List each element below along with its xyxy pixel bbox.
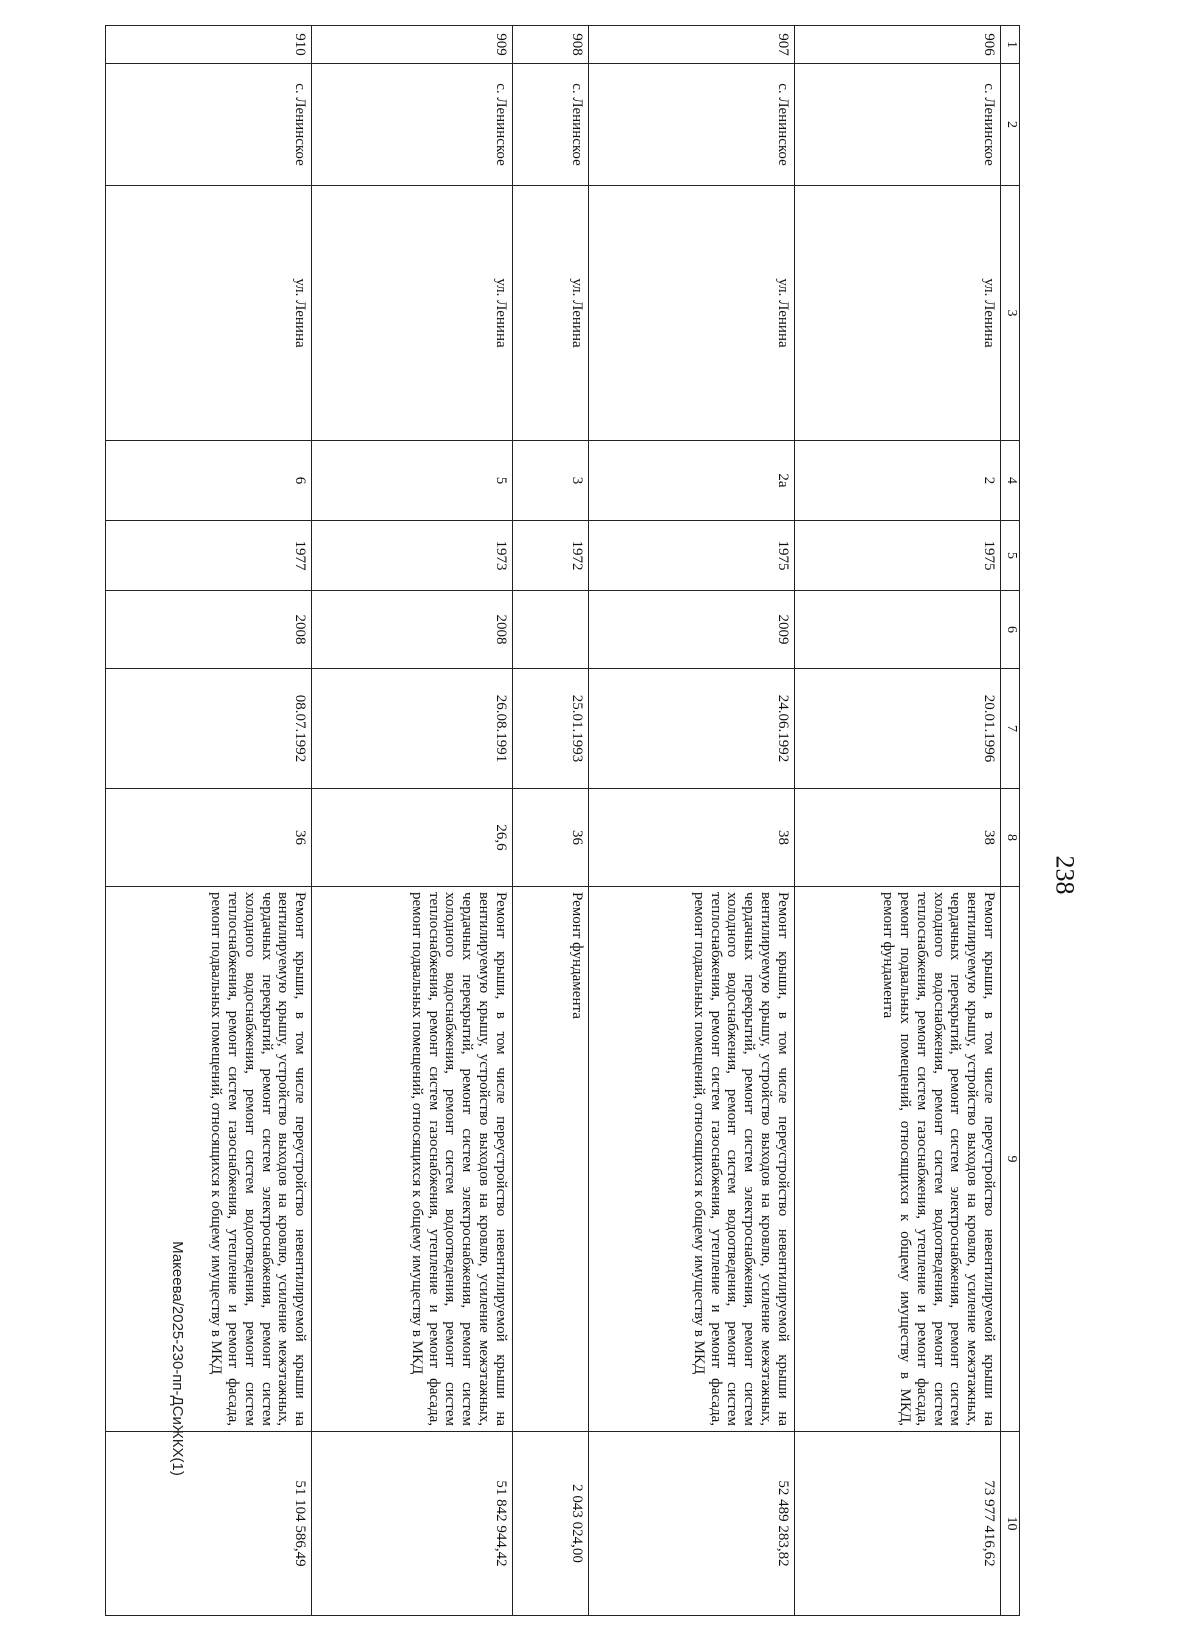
table-row [106, 26, 312, 1616]
date: 24.06.1992 [588, 669, 794, 789]
column-header-3: 3 [1001, 186, 1020, 441]
street: ул. Ленина [312, 186, 513, 441]
row-number: 907 [588, 26, 794, 64]
row-number: 908 [512, 26, 588, 64]
house-number: 6 [106, 441, 312, 521]
column-header-2: 2 [1001, 64, 1020, 186]
year-built: 1975 [794, 521, 1000, 591]
column-header-6: 6 [1001, 591, 1020, 669]
street: ул. Ленина [106, 186, 312, 441]
year-built: 1972 [512, 521, 588, 591]
column-header-5: 5 [1001, 521, 1020, 591]
settlement: с. Ленинское [106, 64, 312, 186]
row-number: 906 [794, 26, 1000, 64]
column-6-value: 2008 [106, 591, 312, 669]
footer-code: Макеева/2025-230-пп-ДСиЖКХ(1) [168, 1241, 186, 1476]
page-number: 238 [1050, 855, 1080, 895]
house-number: 5 [312, 441, 513, 521]
work-description: Ремонт крыши, в том числе переустройство невентилируемой крыши на вентилируемую крышу, устройство выходов на кровлю, усиление межэтажных, чердачных перекрытий, ремонт систем электроснабжения, ремонт систем холодного водоснабжения, ремонт систем водоотведения, ремонт систем теплоснабжения, ремонт систем газоснабжения, утепление и ремонт фасада, ремонт подвальных помещений, относящихся к общему имуществу в МКД, ремонт фундамента [794, 887, 1000, 1432]
column-number-row [1001, 26, 1020, 1616]
column-header-4: 4 [1001, 441, 1020, 521]
column-header-10: 10 [1001, 1432, 1020, 1616]
table-row [588, 26, 794, 1616]
date: 26.08.1991 [312, 669, 513, 789]
street: ул. Ленина [588, 186, 794, 441]
cost: 2 043 024,00 [512, 1432, 588, 1616]
house-number: 2а [588, 441, 794, 521]
column-8-value: 38 [794, 789, 1000, 887]
column-8-value: 38 [588, 789, 794, 887]
house-number: 2 [794, 441, 1000, 521]
row-number: 910 [106, 26, 312, 64]
column-8-value: 36 [512, 789, 588, 887]
house-number: 3 [512, 441, 588, 521]
column-8-value: 26,6 [312, 789, 513, 887]
column-8-value: 36 [106, 789, 312, 887]
settlement: с. Ленинское [312, 64, 513, 186]
cost: 51 104 586,49 [106, 1432, 312, 1616]
capital-repair-table [105, 25, 1020, 1616]
cost: 51 842 944,42 [312, 1432, 513, 1616]
work-description: Ремонт фундамента [512, 887, 588, 1432]
date: 20.01.1996 [794, 669, 1000, 789]
settlement: с. Ленинское [512, 64, 588, 186]
date: 25.01.1993 [512, 669, 588, 789]
settlement: с. Ленинское [794, 64, 1000, 186]
table-row [794, 26, 1000, 1616]
year-built: 1975 [588, 521, 794, 591]
column-6-value: 2009 [588, 591, 794, 669]
work-description: Ремонт крыши, в том числе переустройство невентилируемой крыши на вентилируемую крышу, устройство выходов на кровлю, усиление межэтажных, чердачных перекрытий, ремонт систем электроснабжения, ремонт систем холодного водоснабжения, ремонт систем водоотведения, ремонт систем теплоснабжения, ремонт систем газоснабжения, утепление и ремонт фасада, ремонт подвальных помещений, относящихся к общему имуществу в МКД [106, 887, 312, 1432]
column-header-8: 8 [1001, 789, 1020, 887]
date: 08.07.1992 [106, 669, 312, 789]
street: ул. Ленина [512, 186, 588, 441]
rotated-table-container [105, 25, 1020, 1615]
cost: 52 489 283,82 [588, 1432, 794, 1616]
cost: 73 977 416,62 [794, 1432, 1000, 1616]
column-header-7: 7 [1001, 669, 1020, 789]
work-description: Ремонт крыши, в том числе переустройство невентилируемой крыши на вентилируемую крышу, устройство выходов на кровлю, усиление межэтажных, чердачных перекрытий, ремонт систем электроснабжения, ремонт систем холодного водоснабжения, ремонт систем водоотведения, ремонт систем теплоснабжения, ремонт систем газоснабжения, утепление и ремонт фасада, ремонт подвальных помещений, относящихся к общему имуществу в МКД [312, 887, 513, 1432]
column-header-9: 9 [1001, 887, 1020, 1432]
work-description: Ремонт крыши, в том числе переустройство невентилируемой крыши на вентилируемую крышу, устройство выходов на кровлю, усиление межэтажных, чердачных перекрытий, ремонт систем электроснабжения, ремонт систем холодного водоснабжения, ремонт систем водоотведения, ремонт систем теплоснабжения, ремонт систем газоснабжения, утепление и ремонт фасада, ремонт подвальных помещений, относящихся к общему имуществу в МКД [588, 887, 794, 1432]
settlement: с. Ленинское [588, 64, 794, 186]
column-6-value [512, 591, 588, 669]
year-built: 1977 [106, 521, 312, 591]
table-row [512, 26, 588, 1616]
year-built: 1973 [312, 521, 513, 591]
row-number: 909 [312, 26, 513, 64]
table-row [312, 26, 513, 1616]
column-6-value [794, 591, 1000, 669]
street: ул. Ленина [794, 186, 1000, 441]
column-6-value: 2008 [312, 591, 513, 669]
column-header-1: 1 [1001, 26, 1020, 64]
